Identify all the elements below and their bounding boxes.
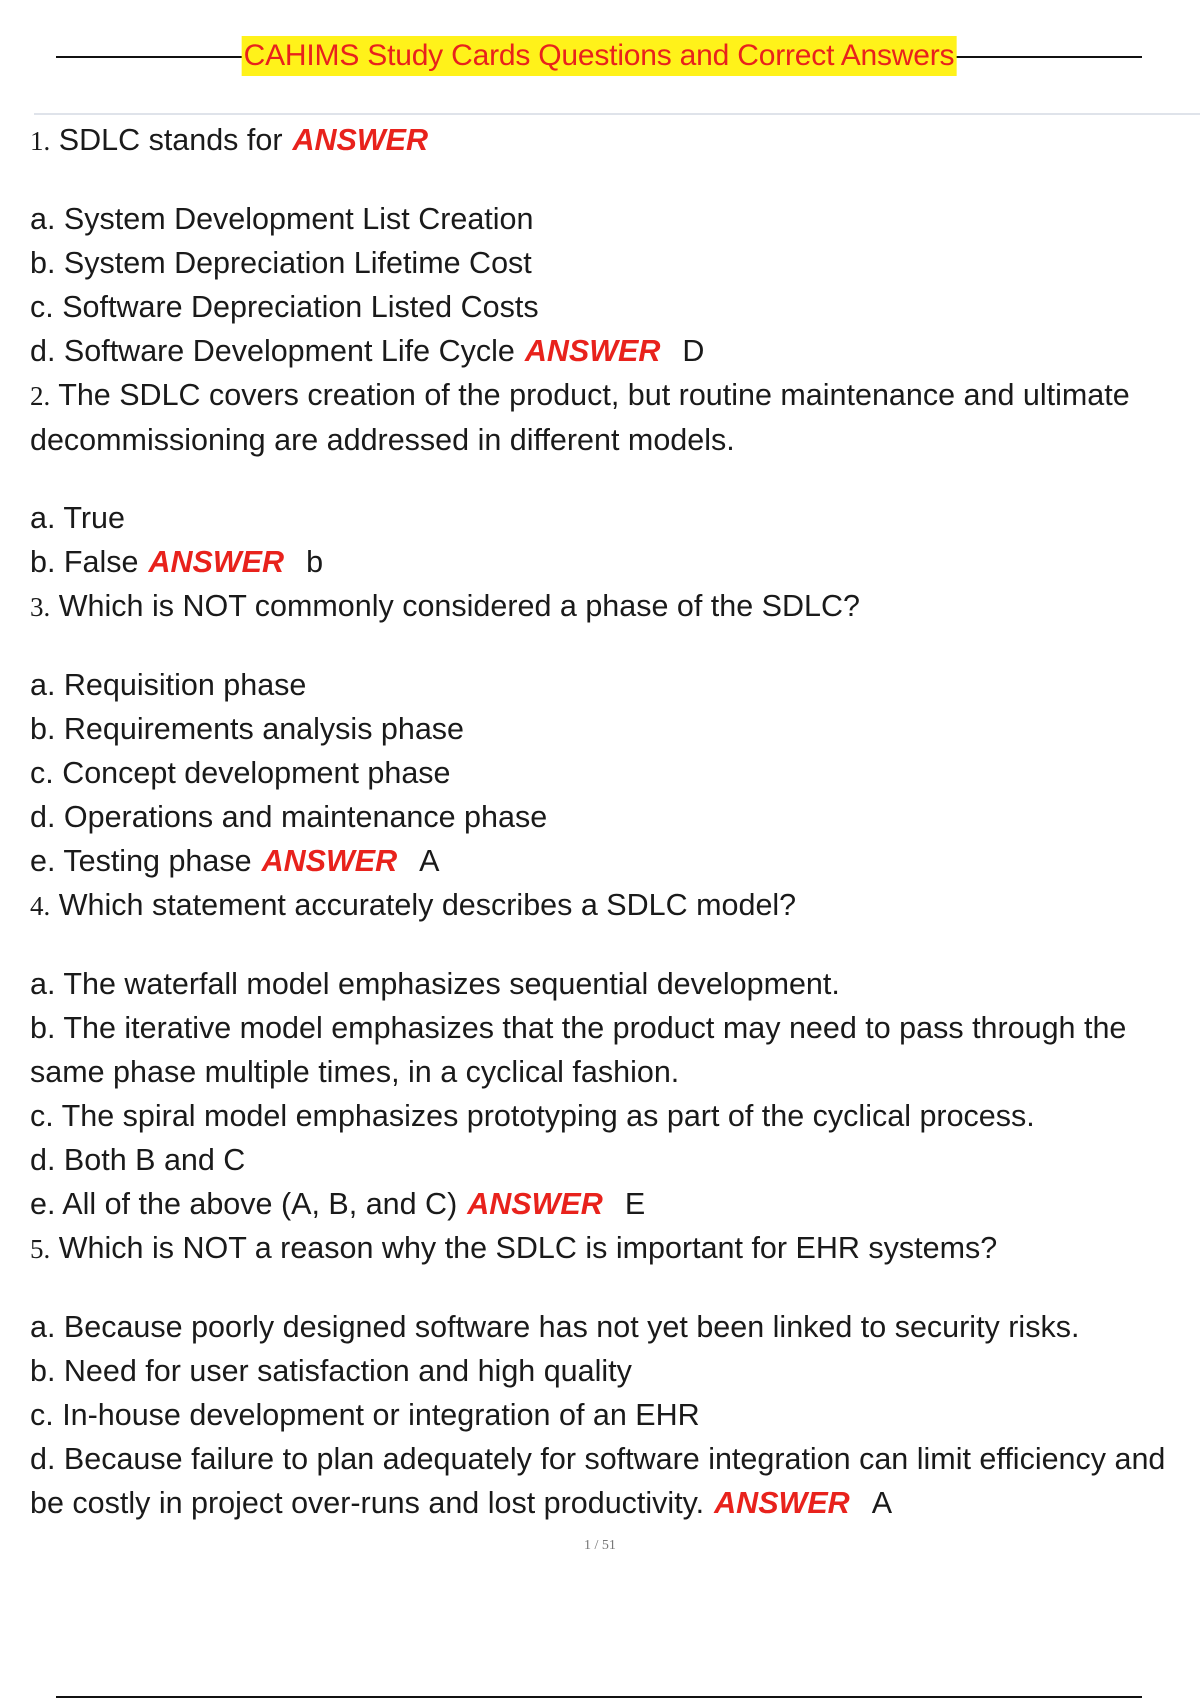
question-text: Which is NOT commonly considered a phase of the SDLC? (58, 589, 860, 623)
answer-key: b (306, 545, 324, 579)
header-separator (34, 113, 1200, 115)
answer-label: ANSWER (292, 123, 429, 157)
option-with-answer (30, 839, 1190, 883)
question-2 (30, 373, 1190, 462)
question-number: 3. (30, 592, 51, 622)
option: d. Both B and C (30, 1143, 246, 1177)
option: a. Because poorly designed software has not yet been linked to security risks. (30, 1310, 1080, 1344)
question-text: SDLC stands for (58, 123, 283, 157)
option: b. Requirements analysis phase (30, 712, 465, 746)
option: b. False (30, 545, 139, 579)
option-with-answer (30, 1437, 1190, 1525)
question-text: Which is NOT a reason why the SDLC is important for EHR systems? (58, 1231, 998, 1265)
footer-rule (56, 1696, 1142, 1698)
question-text: The SDLC covers creation of the product, but routine maintenance and ultimate decommissioning are addressed in different models. (30, 378, 1130, 457)
question-number: 2. (30, 381, 51, 411)
option: d. Software Development Life Cycle (30, 334, 515, 368)
option: d. Operations and maintenance phase (30, 800, 548, 834)
option-with-answer (30, 1182, 1190, 1226)
document-title: CAHIMS Study Cards Questions and Correct Answers (242, 36, 957, 76)
answer-label: ANSWER (714, 1486, 850, 1520)
option-with-answer (30, 329, 1190, 373)
question-1 (30, 118, 1190, 163)
option: b. The iterative model emphasizes that the product may need to pass through the same phase multiple times, in a cyclical fashion. (30, 1011, 1127, 1089)
option: c. Concept development phase (30, 756, 451, 790)
option: a. True (30, 501, 125, 535)
option: a. System Development List Creation (30, 202, 534, 236)
answer-label: ANSWER (148, 545, 285, 579)
option: b. System Depreciation Lifetime Cost (30, 246, 532, 280)
questions-list (30, 118, 1190, 1525)
option: c. Software Depreciation Listed Costs (30, 290, 539, 324)
option: c. In-house development or integration of an EHR (30, 1398, 700, 1432)
answer-label: ANSWER (467, 1187, 603, 1221)
option: d. Because failure to plan adequately for software integration can limit efficiency and be costly in project over-runs and lost productivity. (30, 1442, 1166, 1520)
answer-key: A (419, 844, 440, 878)
option-with-answer (30, 540, 1190, 584)
document-header (56, 30, 1142, 80)
answer-key: D (682, 334, 705, 368)
option: c. The spiral model emphasizes prototyping as part of the cyclical process. (30, 1099, 1035, 1133)
option: a. Requisition phase (30, 668, 307, 702)
option: e. All of the above (A, B, and C) (30, 1187, 458, 1221)
answer-label: ANSWER (261, 844, 398, 878)
question-text: Which statement accurately describes a SDLC model? (58, 888, 797, 922)
question-number: 5. (30, 1234, 51, 1264)
question-4 (30, 883, 1190, 928)
page-number: 1 / 51 (584, 1538, 616, 1553)
option: e. Testing phase (30, 844, 252, 878)
question-3 (30, 584, 1190, 629)
answer-label: ANSWER (524, 334, 661, 368)
question-number: 1. (30, 126, 51, 156)
answer-key: E (624, 1187, 646, 1221)
answer-key: A (871, 1486, 893, 1520)
question-number: 4. (30, 891, 51, 921)
question-5 (30, 1226, 1190, 1271)
option: a. The waterfall model emphasizes sequential development. (30, 967, 840, 1001)
option: b. Need for user satisfaction and high quality (30, 1354, 632, 1388)
